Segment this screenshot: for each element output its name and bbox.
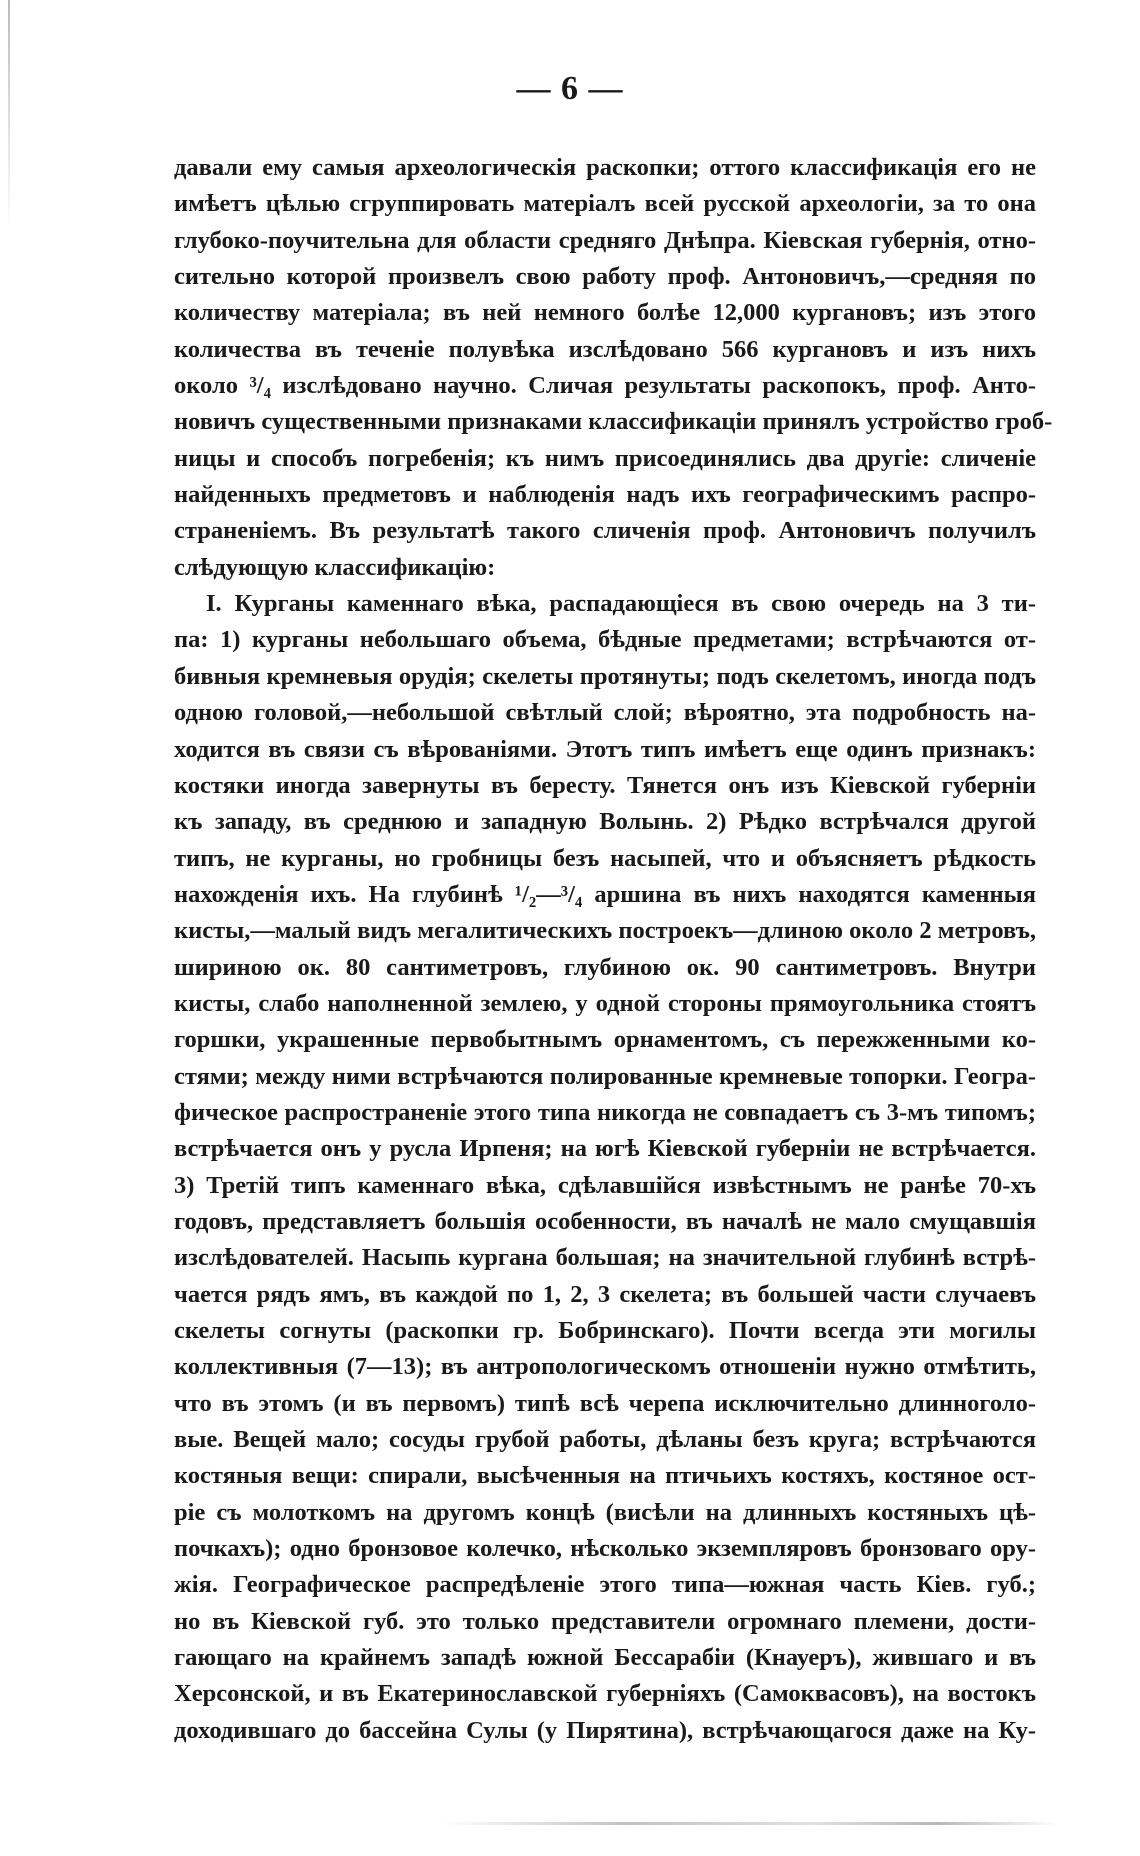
text-line: почкахъ); одно бронзовое колечко, нѣсколько экземпляровъ бронзоваго ору-: [174, 1535, 1036, 1563]
text-line: па: 1) курганы небольшаго объема, бѣдные предметами; встрѣчаются от-: [174, 626, 1036, 654]
text-line: типъ, не курганы, но гробницы безъ насыпей, что и объясняетъ рѣдкость: [174, 844, 1036, 872]
text-line: 3) Третій типъ каменнаго вѣка, сдѣлавшійся извѣстнымъ не ранѣе 70-хъ: [174, 1171, 1036, 1199]
text-line: шириною ок. 80 сантиметровъ, глубиною ок. 90 сантиметровъ. Внутри: [174, 953, 1036, 981]
scan-bottom-noise: [440, 1822, 1060, 1825]
text-line: костяки иногда завернуты въ бересту. Тянется онъ изъ Кіевской губерніи: [174, 771, 1036, 799]
text-line: фическое распространеніе этого типа никогда не совпадаетъ съ 3-мъ типомъ;: [174, 1098, 1036, 1126]
body-text: [174, 150, 1053, 1749]
text-line: Херсонской, и въ Екатеринославской губерніяхъ (Самоквасовъ), на востокъ: [174, 1680, 1036, 1708]
text-line: нахожденія ихъ. На глубинѣ ¹/₂—³/₄ аршина въ нихъ находятся каменныя: [174, 880, 1036, 908]
text-line: новичъ существенными признаками классификаціи принялъ устройство гроб-: [174, 408, 1053, 436]
text-line: сительно которой произвелъ свою работу проф. Антоновичъ,—средняя по: [174, 263, 1036, 291]
text-line: коллективныя (7—13); въ антропологическомъ отношеніи нужно отмѣтить,: [174, 1353, 1036, 1381]
text-line: жія. Географическое распредѣленіе этого типа—южная часть Кіев. губ.;: [174, 1571, 1036, 1599]
text-line: что въ этомъ (и въ первомъ) типѣ всѣ черепа исключительно длинноголо-: [174, 1389, 1036, 1417]
text-line: чается рядъ ямъ, въ каждой по 1, 2, 3 скелета; въ большей части случаевъ: [174, 1280, 1036, 1308]
text-line: кисты, слабо наполненной землею, у одной стороны прямоугольника стоятъ: [174, 989, 1036, 1017]
text-line: бивныя кремневыя орудія; скелеты протянуты; подъ скелетомъ, иногда подъ: [174, 662, 1036, 690]
text-line: количества въ теченіе полувѣка изслѣдовано 566 кургановъ и изъ нихъ: [174, 335, 1036, 363]
text-line: годовъ, представляетъ большія особенности, въ началѣ не мало смущавшія: [174, 1207, 1036, 1235]
text-line: доходившаго до бассейна Сулы (у Пирятина), встрѣчающагося даже на Ку-: [174, 1716, 1036, 1744]
text-line: скелеты согнуты (раскопки гр. Бобринскаго). Почти всегда эти могилы: [174, 1317, 1036, 1344]
text-line: ходится въ связи съ вѣрованіями. Этотъ типъ имѣетъ еще одинъ признакъ:: [174, 735, 1036, 763]
text-line: слѣдующую классификацію:: [174, 553, 496, 581]
text-line: вые. Вещей мало; сосуды грубой работы, дѣланы безъ круга; встрѣчаются: [174, 1426, 1036, 1454]
text-line: костяныя вещи: спирали, высѣченныя на птичьихъ костяхъ, костяное ост-: [174, 1462, 1036, 1490]
text-line: гающаго на крайнемъ западѣ южной Бессарабіи (Кнауеръ), жившаго и въ: [174, 1644, 1036, 1672]
text-line: давали ему самыя археологическія раскопки; оттого классификація его не: [174, 154, 1036, 181]
text-line: встрѣчается онъ у русла Ирпеня; на югѣ Кіевской губерніи не встрѣчается.: [174, 1135, 1036, 1163]
text-line: ріе съ молоткомъ на другомъ концѣ (висѣли на длинныхъ костяныхъ цѣ-: [174, 1498, 1036, 1526]
text-line: глубоко-поучительна для области средняго Днѣпра. Кіевская губернія, отно-: [174, 226, 1036, 254]
text-line: количеству матеріала; въ ней немного болѣе 12,000 кургановъ; изъ этого: [174, 299, 1036, 327]
text-line: горшки, украшенные первобытнымъ орнаментомъ, съ пережженными ко-: [174, 1026, 1036, 1054]
text-line: кисты,—малый видъ мегалитическихъ построекъ—длиною около 2 метровъ,: [174, 917, 1036, 945]
text-line: имѣетъ цѣлью сгруппировать матеріалъ всей русской археологіи, за то она: [174, 190, 1036, 218]
text-line: къ западу, въ среднюю и западную Волынь. 2) Рѣдко встрѣчался другой: [174, 808, 1036, 836]
text-line: изслѣдователей. Насыпь кургана большая; на значительной глубинѣ встрѣ-: [174, 1244, 1036, 1272]
text-line: стями; между ними встрѣчаются полированные кремневые топорки. Геогра-: [174, 1062, 1036, 1090]
text-line: найденныхъ предметовъ и наблюденія надъ ихъ географическимъ распро-: [174, 481, 1036, 509]
page-number: — 6 —: [516, 70, 624, 107]
text-line: страненіемъ. Въ результатѣ такого сличенія проф. Антоновичъ получилъ: [174, 517, 1036, 545]
text-line: около ³/₄ изслѣдовано научно. Сличая результаты раскопокъ, проф. Анто-: [174, 372, 1036, 400]
scan-edge-mark: [8, 0, 10, 230]
text-line: ницы и способъ погребенія; къ нимъ присоединялись два другіе: сличеніе: [174, 444, 1036, 472]
text-line: но въ Кіевской губ. это только представители огромнаго племени, дости-: [174, 1607, 1036, 1635]
section-heading-line: I. Курганы каменнаго вѣка, распадающіеся въ свою очередь на 3 ти-: [206, 590, 1036, 618]
text-line: одною головой,—небольшой свѣтлый слой; вѣроятно, эта подробность на-: [174, 699, 1036, 727]
